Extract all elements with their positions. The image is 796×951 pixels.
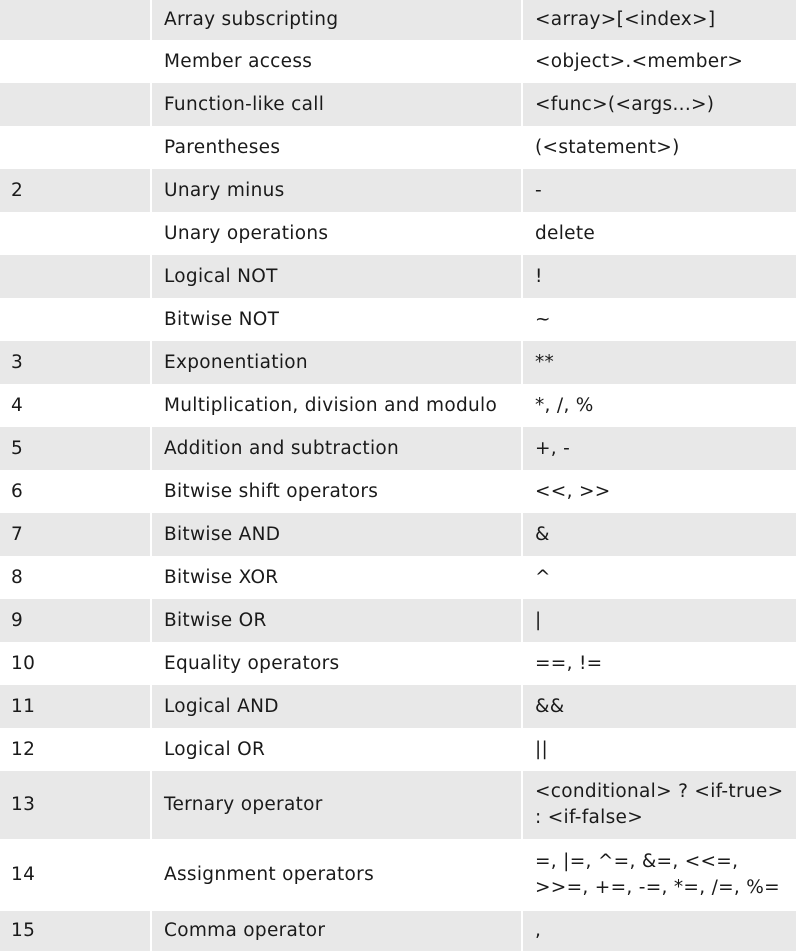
operator-description: Bitwise shift operators [150,470,521,513]
operator-description: Assignment operators [150,839,521,911]
operator-description: Bitwise XOR [150,556,521,599]
precedence-level: 10 [11,652,36,674]
operator-description: Member access [150,40,521,83]
operator-syntax: || [521,728,796,771]
table-row [0,384,796,427]
table-row [0,427,796,470]
precedence-level: 9 [0,599,150,642]
operator-syntax: (<statement>) [521,126,796,169]
operator-syntax: <array>[<index>] [521,0,796,40]
operator-description: Parentheses [150,126,521,169]
operator-syntax: <conditional> ? <if-true> : <if-false> [521,771,796,839]
operator-description: Bitwise NOT [150,298,521,341]
operator-syntax: delete [521,212,796,255]
operator-syntax: ** [521,341,796,384]
table-row [0,513,796,556]
precedence-level: 5 [0,427,150,470]
operator-description: Multiplication, division and modulo [150,384,521,427]
table-row [0,599,796,642]
operator-syntax: ==, != [521,642,796,685]
operator-description: Comma operator [150,911,521,951]
table-row [0,728,796,771]
operator-description: Addition and subtraction [150,427,521,470]
table-row [0,169,796,212]
operator-description: Equality operators [150,642,521,685]
precedence-level: 3 [0,341,150,384]
operator-description: Ternary operator [150,771,521,839]
operator-syntax: ~ [521,298,796,341]
table-row [0,556,796,599]
precedence-level: 8 [11,566,24,588]
precedence-level [0,0,150,40]
operator-syntax: - [521,169,796,212]
operator-syntax: +, - [521,427,796,470]
table-row [0,642,796,685]
precedence-level: 12 [11,738,36,760]
operator-syntax: && [521,685,796,728]
operator-description: Logical OR [150,728,521,771]
operator-description: Bitwise OR [150,599,521,642]
precedence-level: 11 [0,685,150,728]
operator-syntax: =, |=, ^=, &=, <<=, >>=, +=, -=, *=, /=, %= [521,839,796,911]
table-row [0,83,796,126]
operator-description: Array subscripting [150,0,521,40]
precedence-level: 13 [0,771,150,839]
table-row [0,839,796,911]
table-row [0,0,796,40]
operator-syntax: ! [521,255,796,298]
precedence-level [0,83,150,126]
operator-syntax: & [521,513,796,556]
operator-syntax: *, /, % [521,384,796,427]
precedence-level [0,126,150,169]
operator-syntax: | [521,599,796,642]
operator-syntax: <func>(<args...>) [521,83,796,126]
operator-description: Unary operations [150,212,521,255]
table-row [0,470,796,513]
table-row [0,255,796,298]
operator-description: Logical NOT [150,255,521,298]
precedence-level: 15 [0,911,150,951]
operator-description: Bitwise AND [150,513,521,556]
precedence-level: 14 [11,864,36,885]
precedence-level [0,298,150,341]
operator-syntax: , [521,911,796,951]
operator-description: Function-like call [150,83,521,126]
precedence-level [0,212,150,255]
operator-description: Unary minus [150,169,521,212]
table-row [0,298,796,341]
table-row [0,771,796,839]
precedence-level [0,255,150,298]
operator-description: Logical AND [150,685,521,728]
precedence-level: 2 [0,169,150,212]
operator-syntax: ^ [521,556,796,599]
precedence-level: 4 [11,394,24,416]
table-row [0,126,796,169]
precedence-level [0,40,150,83]
precedence-level: 6 [11,480,24,502]
table-row [0,40,796,83]
table-row [0,341,796,384]
precedence-level: 7 [0,513,150,556]
table-row [0,212,796,255]
operator-description: Exponentiation [150,341,521,384]
table-row [0,685,796,728]
operator-syntax: <object>.<member> [521,40,796,83]
table-row [0,911,796,951]
operator-syntax: <<, >> [521,470,796,513]
